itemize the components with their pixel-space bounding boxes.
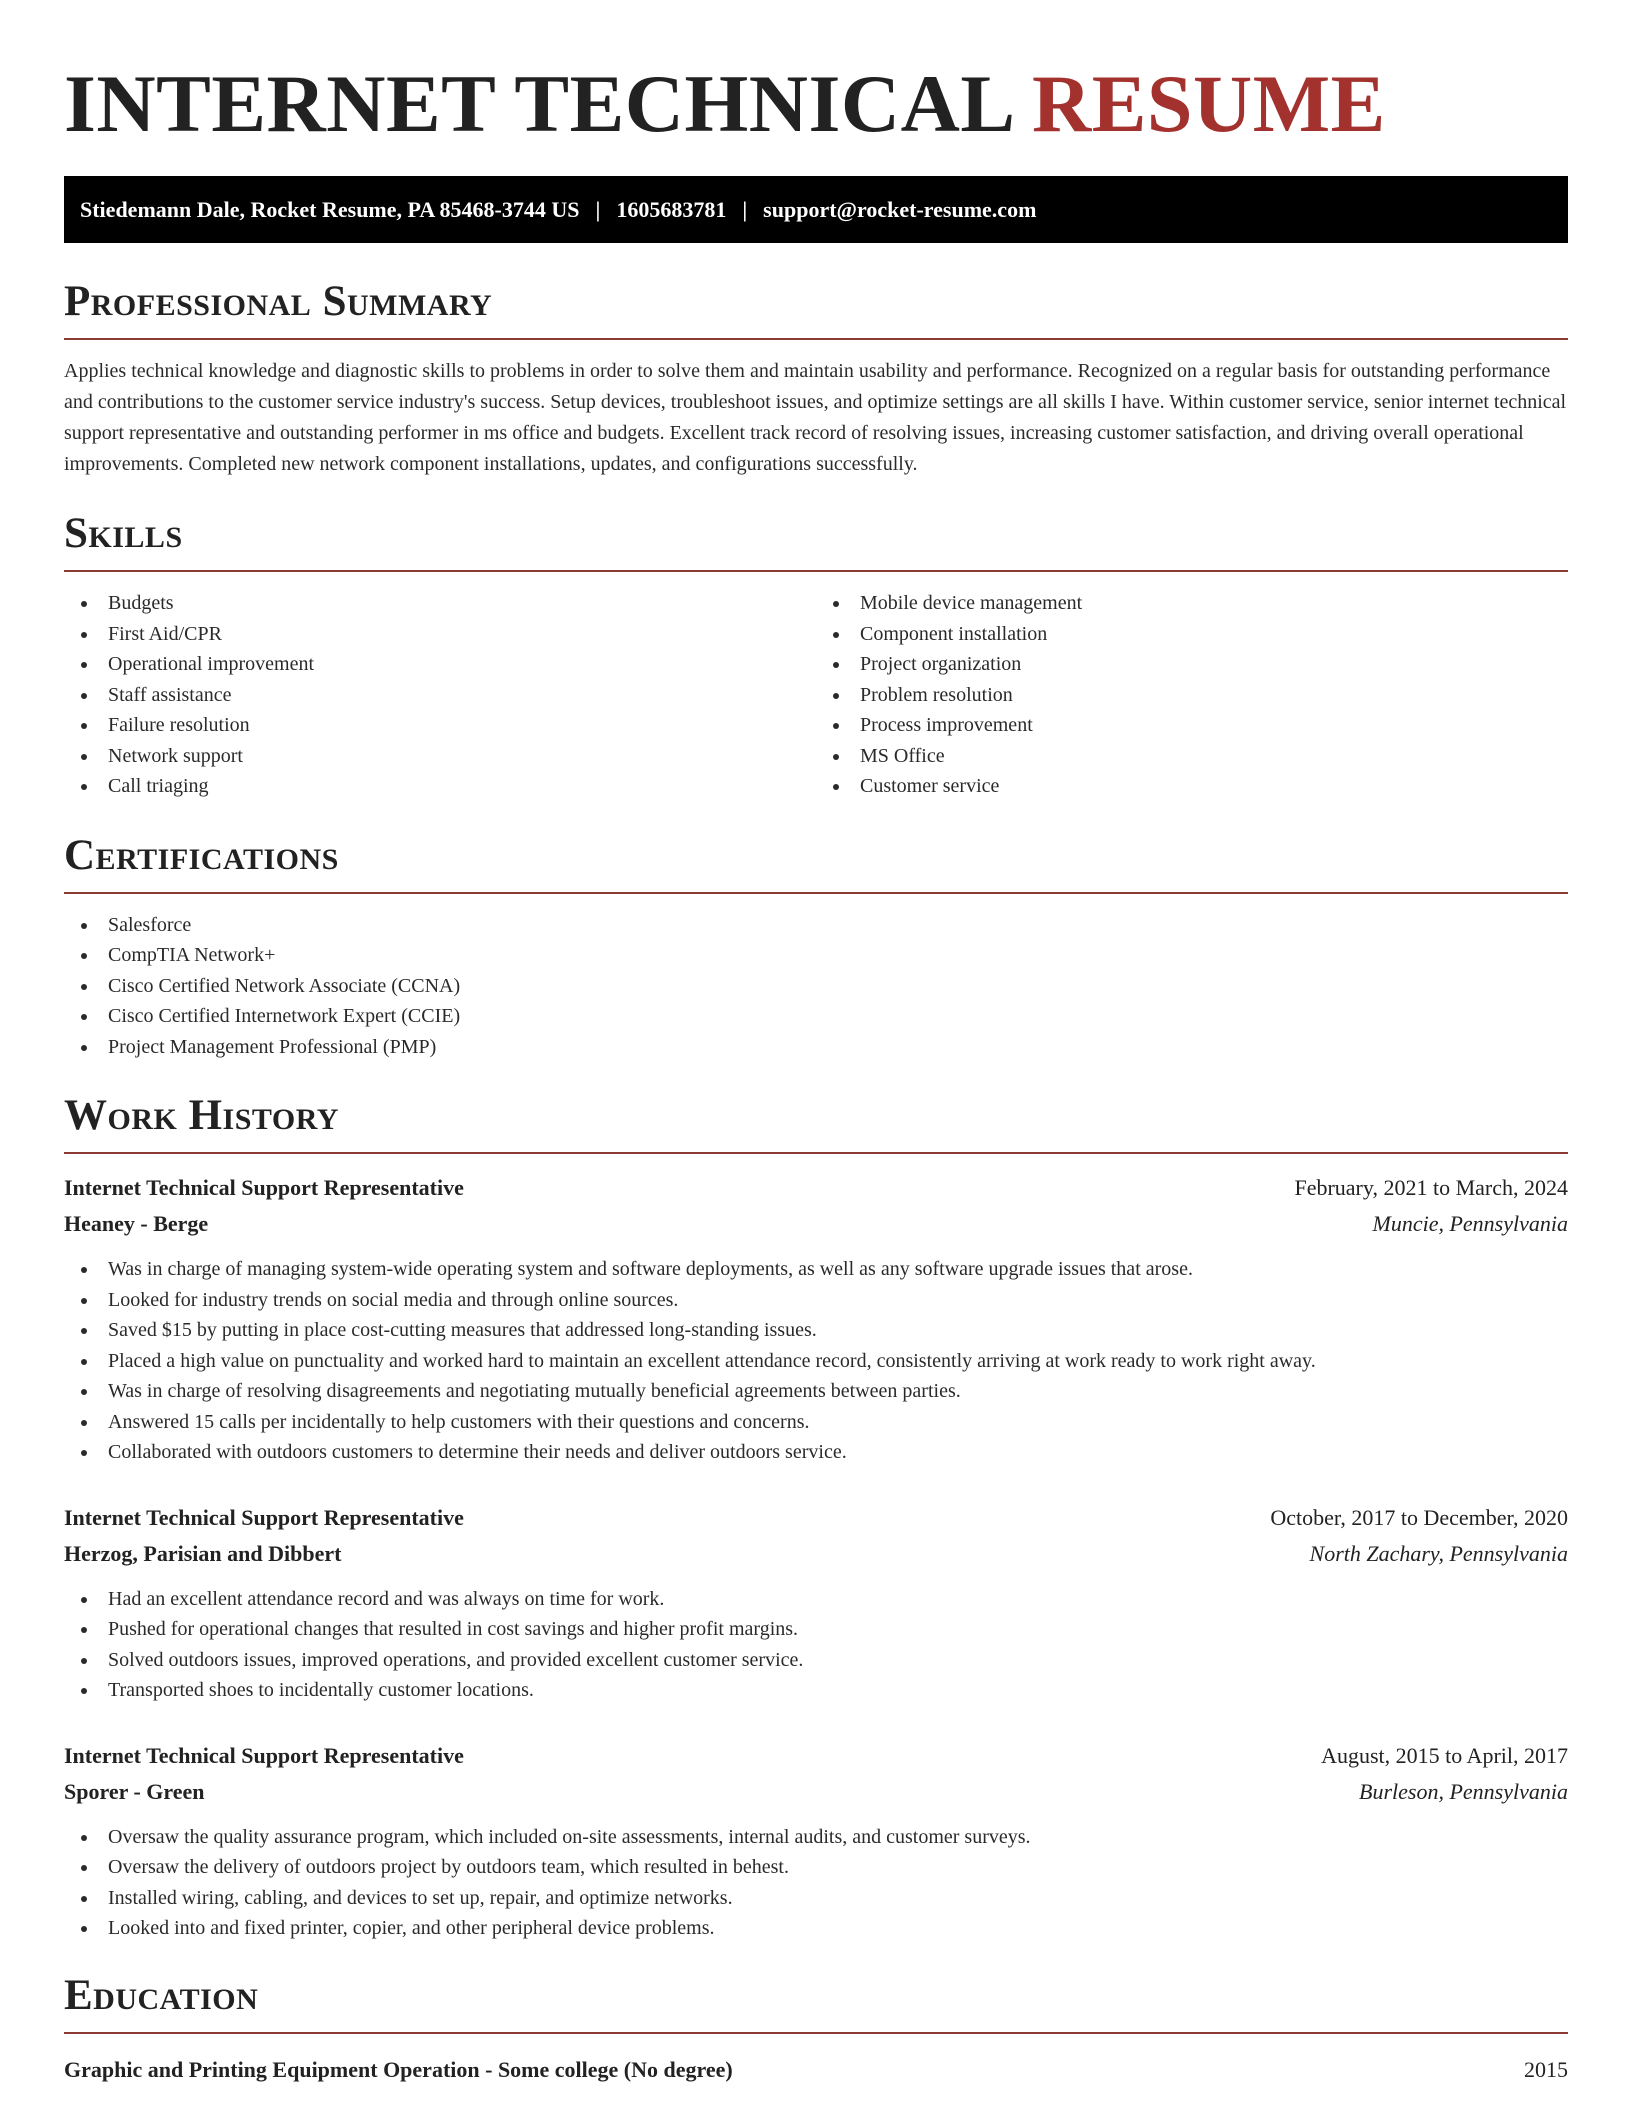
skills-heading: Skills — [64, 508, 1568, 572]
job-dates: October, 2017 to December, 2020 — [1270, 1504, 1568, 1530]
skills-list-left — [64, 588, 816, 802]
job-header-row — [64, 1500, 1568, 1536]
skill-item: First Aid/CPR — [64, 619, 816, 650]
job-company: Sporer - Green — [64, 1778, 205, 1804]
job-bullet: Installed wiring, cabling, and devices to set up, repair, and optimize networks. — [64, 1883, 1568, 1914]
job-bullet: Looked for industry trends on social media and through online sources. — [64, 1285, 1568, 1316]
certifications-section — [64, 830, 1568, 1063]
job-location: Muncie, Pennsylvania — [1372, 1211, 1568, 1236]
skill-item: Network support — [64, 741, 816, 772]
skill-item: Budgets — [64, 588, 816, 619]
certifications-list — [64, 910, 1568, 1063]
skill-item: Process improvement — [816, 710, 1568, 741]
skill-item: MS Office — [816, 741, 1568, 772]
contact-address: Stiedemann Dale, Rocket Resume, PA 85468-3744 US — [80, 196, 580, 222]
education-entry — [64, 2052, 1568, 2088]
job-company-row — [64, 1206, 1568, 1242]
job-location: North Zachary, Pennsylvania — [1309, 1540, 1568, 1566]
skill-item: Mobile device management — [816, 588, 1568, 619]
contact-email[interactable]: support@rocket-resume.com — [763, 196, 1037, 222]
skills-grid — [64, 588, 1568, 802]
job-header-row — [64, 1738, 1568, 1774]
job-bullets — [64, 1254, 1568, 1468]
title-accent: RESUME — [1032, 58, 1386, 149]
job-header-row — [64, 1170, 1568, 1206]
skills-column-right — [816, 588, 1568, 802]
summary-heading: Professional Summary — [64, 276, 1568, 340]
job-bullet: Collaborated with outdoors customers to determine their needs and deliver outdoors service. — [64, 1437, 1568, 1468]
job-company-row — [64, 1774, 1568, 1810]
job-bullet: Oversaw the delivery of outdoors project by outdoors team, which resulted in behest. — [64, 1852, 1568, 1883]
job-title: Internet Technical Support Representative — [64, 1742, 464, 1768]
job-bullet: Looked into and fixed printer, copier, and other peripheral device problems. — [64, 1913, 1568, 1944]
job-bullet: Answered 15 calls per incidentally to help customers with their questions and concerns. — [64, 1407, 1568, 1438]
job-bullet: Solved outdoors issues, improved operations, and provided excellent customer service. — [64, 1645, 1568, 1676]
work-history-section — [64, 1090, 1568, 1944]
certification-item: Project Management Professional (PMP) — [64, 1032, 1568, 1063]
skill-item: Component installation — [816, 619, 1568, 650]
skill-item: Operational improvement — [64, 649, 816, 680]
job-bullet: Transported shoes to incidentally customer locations. — [64, 1675, 1568, 1706]
summary-text: Applies technical knowledge and diagnostic skills to problems in order to solve them and maintain usability and performance. Recognized on a regular basis for outstanding performance and contributions to the customer service industry's success. Setup devices, troubleshoot issues, and optimize settings are all skills I have. Within customer service, senior internet technical support representative and outstanding performer in ms office and budgets. Excellent track record of resolving issues, increasing customer satisfaction, and driving overall operational improvements. Completed new network component installations, updates, and configurations successfully. — [64, 360, 1567, 475]
education-degree: Graphic and Printing Equipment Operation - Some college (No degree) — [64, 2056, 733, 2082]
summary-section — [64, 276, 1568, 480]
certification-item: CompTIA Network+ — [64, 940, 1568, 971]
skill-item: Project organization — [816, 649, 1568, 680]
skills-list-right — [816, 588, 1568, 802]
job-bullet: Was in charge of managing system-wide operating system and software deployments, as well as any software upgrade issues that arose. — [64, 1254, 1568, 1285]
education-year: 2015 — [1524, 2056, 1568, 2082]
certifications-heading: Certifications — [64, 830, 1568, 894]
job-title: Internet Technical Support Representative — [64, 1504, 464, 1530]
job-bullet: Saved $15 by putting in place cost-cutting measures that addressed long-standing issues. — [64, 1315, 1568, 1346]
skill-item: Problem resolution — [816, 680, 1568, 711]
job-company-row — [64, 1536, 1568, 1572]
job-entry — [64, 1738, 1568, 1944]
skill-item: Staff assistance — [64, 680, 816, 711]
job-entry — [64, 1170, 1568, 1468]
contact-phone[interactable]: 1605683781 — [616, 196, 727, 222]
skill-item: Call triaging — [64, 771, 816, 802]
resume-title — [64, 0, 1568, 176]
job-location: Burleson, Pennsylvania — [1359, 1778, 1568, 1804]
education-heading: Education — [64, 1970, 1568, 2034]
job-bullets — [64, 1822, 1568, 1944]
certification-item: Cisco Certified Internetwork Expert (CCIE) — [64, 1001, 1568, 1032]
job-entry — [64, 1500, 1568, 1706]
education-section — [64, 1970, 1568, 2088]
skill-item: Failure resolution — [64, 710, 816, 741]
job-dates: August, 2015 to April, 2017 — [1321, 1742, 1568, 1768]
skills-column-left — [64, 588, 816, 802]
certification-item: Salesforce — [64, 910, 1568, 941]
job-bullet: Had an excellent attendance record and was always on time for work. — [64, 1584, 1568, 1615]
contact-separator: | — [742, 196, 748, 222]
job-bullet: Placed a high value on punctuality and worked hard to maintain an excellent attendance record, consistently arriving at work ready to work right away. — [64, 1346, 1568, 1377]
title-main: INTERNET TECHNICAL — [64, 58, 1011, 149]
job-bullet: Was in charge of resolving disagreements and negotiating mutually beneficial agreements between parties. — [64, 1376, 1568, 1407]
job-bullet: Pushed for operational changes that resulted in cost savings and higher profit margins. — [64, 1614, 1568, 1645]
job-bullets — [64, 1584, 1568, 1706]
certification-item: Cisco Certified Network Associate (CCNA) — [64, 971, 1568, 1002]
job-company: Heaney - Berge — [64, 1211, 209, 1236]
job-title: Internet Technical Support Representative — [64, 1175, 464, 1200]
job-bullet: Oversaw the quality assurance program, which included on-site assessments, internal audits, and customer surveys. — [64, 1822, 1568, 1853]
work-history-heading: Work History — [64, 1090, 1568, 1154]
skill-item: Customer service — [816, 771, 1568, 802]
contact-separator: | — [595, 196, 601, 222]
contact-bar — [64, 176, 1568, 243]
job-dates: February, 2021 to March, 2024 — [1294, 1175, 1568, 1200]
job-company: Herzog, Parisian and Dibbert — [64, 1540, 342, 1566]
skills-section — [64, 508, 1568, 802]
